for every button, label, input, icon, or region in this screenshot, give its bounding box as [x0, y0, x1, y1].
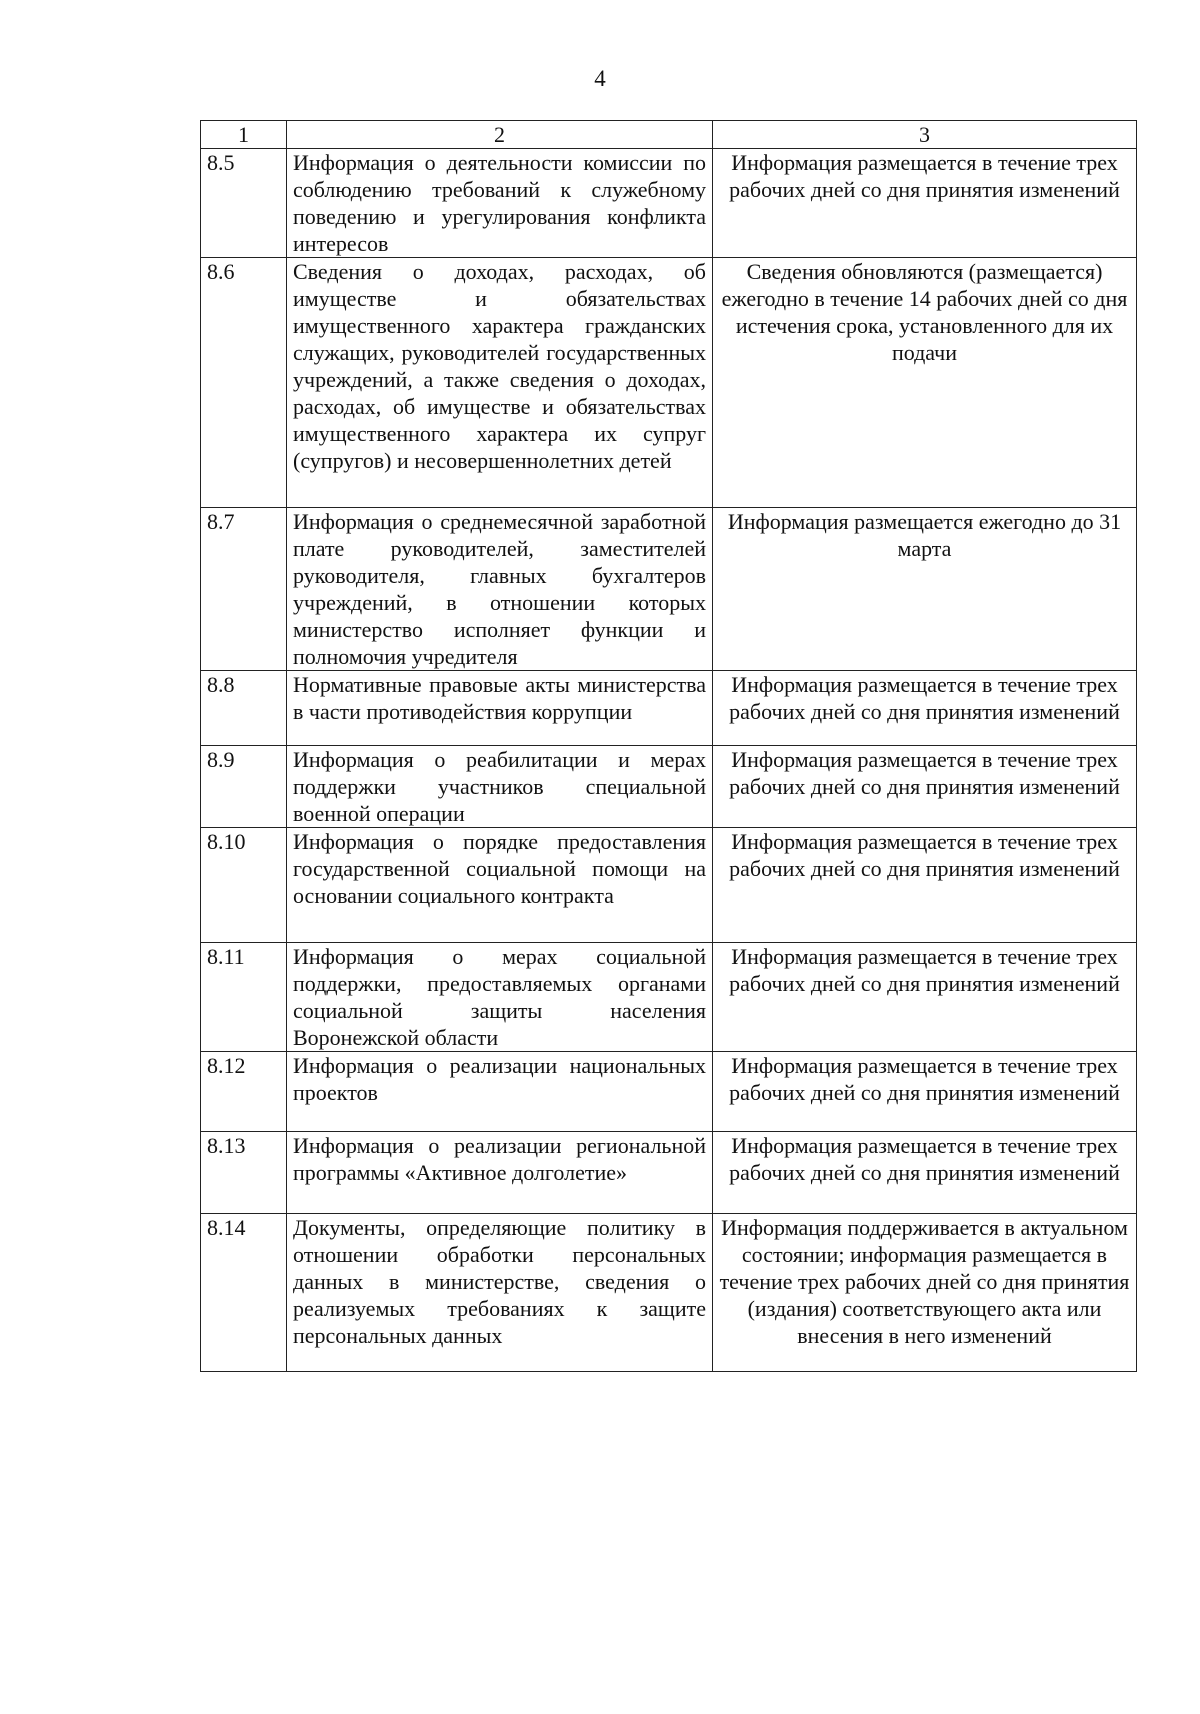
row-information: Информация о реабилитации и мерах поддержки участников специальной военной операции — [287, 746, 713, 828]
row-term: Информация размещается в течение трех рабочих дней со дня принятия изменений — [713, 1132, 1137, 1214]
table-row — [201, 508, 1137, 671]
row-information: Информация о среднемесячной заработной плате руководителей, заместителей руководителя, главных бухгалтеров учреждений, в отношении которых министерство исполняет функции и полномочия учредителя — [287, 508, 713, 671]
row-term: Информация размещается в течение трех рабочих дней со дня принятия изменений — [713, 671, 1137, 746]
row-information: Информация о порядке предоставления государственной социальной помощи на основании социального контракта — [287, 828, 713, 943]
row-information: Информация о реализации региональной программы «Активное долголетие» — [287, 1132, 713, 1214]
row-number: 8.13 — [201, 1132, 287, 1214]
page-number: 4 — [594, 66, 606, 91]
row-term: Информация размещается в течение трех рабочих дней со дня принятия изменений — [713, 746, 1137, 828]
table-row — [201, 828, 1137, 943]
row-number: 8.7 — [201, 508, 287, 671]
row-number: 8.10 — [201, 828, 287, 943]
row-term: Информация размещается ежегодно до 31 марта — [713, 508, 1137, 671]
header-row — [201, 121, 1137, 149]
row-number: 8.12 — [201, 1052, 287, 1132]
row-term: Информация размещается в течение трех рабочих дней со дня принятия изменений — [713, 149, 1137, 258]
row-number: 8.11 — [201, 943, 287, 1052]
row-information: Документы, определяющие политику в отношении обработки персональных данных в министерстве, сведения о реализуемых требованиях к защите персональных данных — [287, 1214, 713, 1372]
row-information: Сведения о доходах, расходах, об имуществе и обязательствах имущественного характера гражданских служащих, руководителей государственных учреждений, а также сведения о доходах, расходах, об имуществе и обязательствах имущественного характера их супруг (супругов) и несовершеннолетних детей — [287, 258, 713, 508]
row-information: Информация о реализации национальных проектов — [287, 1052, 713, 1132]
table-row — [201, 149, 1137, 258]
row-term: Информация размещается в течение трех рабочих дней со дня принятия изменений — [713, 1052, 1137, 1132]
row-number: 8.9 — [201, 746, 287, 828]
column-header-1: 1 — [201, 121, 287, 149]
row-term: Информация размещается в течение трех рабочих дней со дня принятия изменений — [713, 828, 1137, 943]
table-row — [201, 671, 1137, 746]
table-row — [201, 258, 1137, 508]
table-row — [201, 1214, 1137, 1372]
row-term: Информация размещается в течение трех рабочих дней со дня принятия изменений — [713, 943, 1137, 1052]
row-term: Сведения обновляются (размещается) ежегодно в течение 14 рабочих дней со дня истечения срока, установленного для их подачи — [713, 258, 1137, 508]
row-information: Информация о мерах социальной поддержки, предоставляемых органами социальной защиты населения Воронежской области — [287, 943, 713, 1052]
table-row — [201, 943, 1137, 1052]
row-information: Информация о деятельности комиссии по соблюдению требований к служебному поведению и урегулирования конфликта интересов — [287, 149, 713, 258]
row-information: Нормативные правовые акты министерства в части противодействия коррупции — [287, 671, 713, 746]
table-row — [201, 1052, 1137, 1132]
column-header-2: 2 — [287, 121, 713, 149]
information-table — [200, 120, 1137, 1372]
row-number: 8.8 — [201, 671, 287, 746]
table-row — [201, 746, 1137, 828]
row-number: 8.5 — [201, 149, 287, 258]
table-row — [201, 1132, 1137, 1214]
row-term: Информация поддерживается в актуальном состоянии; информация размещается в течение трех рабочих дней со дня принятия (издания) соответствующего акта или внесения в него изменений — [713, 1214, 1137, 1372]
row-number: 8.6 — [201, 258, 287, 508]
row-number: 8.14 — [201, 1214, 287, 1372]
column-header-3: 3 — [713, 121, 1137, 149]
